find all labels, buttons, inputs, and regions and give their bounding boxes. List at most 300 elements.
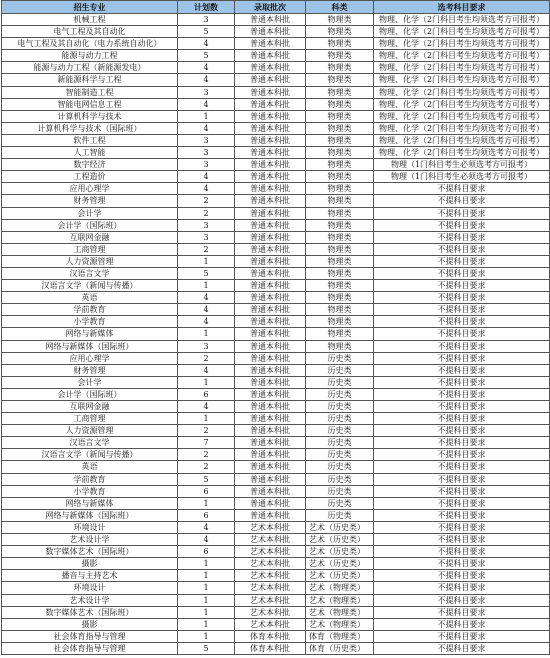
table-row <box>2 449 550 461</box>
cell-plan-count: 3 <box>178 231 235 243</box>
cell-category: 历史类 <box>306 485 374 497</box>
cell-plan-count: 2 <box>178 195 235 207</box>
cell-major: 英语 <box>2 292 178 304</box>
cell-category: 物理类 <box>306 74 374 86</box>
table-row <box>2 497 550 509</box>
cell-batch: 艺术本科批 <box>235 546 306 558</box>
cell-major: 网络与新媒体 <box>2 328 178 340</box>
cell-batch: 体育本科批 <box>235 642 306 654</box>
cell-plan-count: 4 <box>178 74 235 86</box>
table-row <box>2 485 550 497</box>
cell-category: 物理类 <box>306 86 374 98</box>
table-row <box>2 546 550 558</box>
cell-category: 物理类 <box>306 292 374 304</box>
cell-major: 软件工程 <box>2 134 178 146</box>
cell-major: 能源与动力工程（新能源发电） <box>2 62 178 74</box>
cell-subject-requirement: 不提科目要求 <box>374 376 550 388</box>
cell-subject-requirement: 不提科目要求 <box>374 570 550 582</box>
cell-major: 智能电网信息工程 <box>2 98 178 110</box>
cell-plan-count: 4 <box>178 122 235 134</box>
table-row <box>2 110 550 122</box>
table-row <box>2 425 550 437</box>
cell-major: 人力资源管理 <box>2 255 178 267</box>
cell-plan-count: 1 <box>178 110 235 122</box>
cell-plan-count: 3 <box>178 14 235 26</box>
table-row <box>2 304 550 316</box>
cell-major: 社会体育指导与管理 <box>2 630 178 642</box>
cell-batch: 普通本科批 <box>235 110 306 122</box>
cell-batch: 普通本科批 <box>235 316 306 328</box>
table-row <box>2 62 550 74</box>
cell-category: 物理类 <box>306 280 374 292</box>
cell-major: 新能源科学与工程 <box>2 74 178 86</box>
cell-batch: 普通本科批 <box>235 26 306 38</box>
cell-batch: 普通本科批 <box>235 231 306 243</box>
cell-subject-requirement: 不提科目要求 <box>374 219 550 231</box>
cell-category: 历史类 <box>306 413 374 425</box>
cell-batch: 普通本科批 <box>235 134 306 146</box>
cell-batch: 普通本科批 <box>235 14 306 26</box>
cell-category: 体育（历史类） <box>306 642 374 654</box>
cell-category: 艺术（物理类） <box>306 606 374 618</box>
table-row <box>2 461 550 473</box>
cell-plan-count: 4 <box>178 521 235 533</box>
cell-batch: 普通本科批 <box>235 195 306 207</box>
cell-subject-requirement: 不提科目要求 <box>374 328 550 340</box>
cell-major: 小学教育 <box>2 316 178 328</box>
cell-plan-count: 2 <box>178 243 235 255</box>
cell-category: 历史类 <box>306 376 374 388</box>
cell-major: 汉语言文学 <box>2 437 178 449</box>
cell-major: 环境设计 <box>2 521 178 533</box>
cell-subject-requirement: 物理、化学（2门科目考生均须选考方可报考） <box>374 62 550 74</box>
cell-batch: 艺术本科批 <box>235 570 306 582</box>
cell-batch: 普通本科批 <box>235 267 306 279</box>
cell-major: 财务管理 <box>2 364 178 376</box>
cell-batch: 普通本科批 <box>235 485 306 497</box>
header-subject-requirement: 选考科目要求 <box>374 1 550 14</box>
cell-category: 物理类 <box>306 98 374 110</box>
cell-subject-requirement: 不提科目要求 <box>374 352 550 364</box>
cell-category: 物理类 <box>306 171 374 183</box>
cell-plan-count: 4 <box>178 364 235 376</box>
cell-category: 历史类 <box>306 437 374 449</box>
table-row <box>2 534 550 546</box>
cell-subject-requirement: 不提科目要求 <box>374 473 550 485</box>
cell-batch: 普通本科批 <box>235 425 306 437</box>
cell-batch: 普通本科批 <box>235 159 306 171</box>
cell-plan-count: 3 <box>178 86 235 98</box>
cell-major: 人力资源管理 <box>2 425 178 437</box>
table-row <box>2 437 550 449</box>
cell-subject-requirement: 物理、化学（2门科目考生均须选考方可报考） <box>374 74 550 86</box>
cell-category: 历史类 <box>306 497 374 509</box>
cell-plan-count: 5 <box>178 473 235 485</box>
cell-subject-requirement: 不提科目要求 <box>374 207 550 219</box>
cell-plan-count: 3 <box>178 340 235 352</box>
cell-plan-count: 1 <box>178 413 235 425</box>
table-row <box>2 364 550 376</box>
cell-subject-requirement: 不提科目要求 <box>374 401 550 413</box>
cell-plan-count: 4 <box>178 98 235 110</box>
table-row <box>2 292 550 304</box>
table-row <box>2 171 550 183</box>
cell-major: 智能制造工程 <box>2 86 178 98</box>
cell-batch: 艺术本科批 <box>235 521 306 533</box>
admission-plan-table <box>1 0 550 655</box>
cell-plan-count: 1 <box>178 582 235 594</box>
cell-batch: 普通本科批 <box>235 207 306 219</box>
table-row <box>2 38 550 50</box>
cell-category: 物理类 <box>306 304 374 316</box>
cell-major: 汉语言文学 <box>2 267 178 279</box>
table-row <box>2 159 550 171</box>
cell-batch: 艺术本科批 <box>235 618 306 630</box>
cell-subject-requirement: 不提科目要求 <box>374 485 550 497</box>
cell-major: 工商管理 <box>2 243 178 255</box>
cell-major: 电气工程及其自动化（电力系统自动化） <box>2 38 178 50</box>
header-major: 招生专业 <box>2 1 178 14</box>
cell-subject-requirement: 不提科目要求 <box>374 642 550 654</box>
cell-major: 计算机科学与技术 <box>2 110 178 122</box>
cell-category: 历史类 <box>306 425 374 437</box>
cell-subject-requirement: 不提科目要求 <box>374 195 550 207</box>
cell-major: 环境设计 <box>2 582 178 594</box>
cell-category: 物理类 <box>306 14 374 26</box>
cell-subject-requirement: 物理、化学（2门科目考生均须选考方可报考） <box>374 98 550 110</box>
cell-major: 电气工程及其自动化 <box>2 26 178 38</box>
cell-major: 社会体育指导与管理 <box>2 642 178 654</box>
cell-subject-requirement: 不提科目要求 <box>374 280 550 292</box>
cell-batch: 普通本科批 <box>235 497 306 509</box>
cell-category: 历史类 <box>306 401 374 413</box>
cell-subject-requirement: 物理（1门科目考生必须选考方可报考） <box>374 171 550 183</box>
cell-category: 历史类 <box>306 473 374 485</box>
cell-plan-count: 2 <box>178 207 235 219</box>
cell-plan-count: 2 <box>178 461 235 473</box>
cell-plan-count: 4 <box>178 401 235 413</box>
cell-category: 艺术（历史类） <box>306 521 374 533</box>
cell-batch: 普通本科批 <box>235 437 306 449</box>
cell-plan-count: 3 <box>178 147 235 159</box>
cell-batch: 普通本科批 <box>235 401 306 413</box>
cell-subject-requirement: 不提科目要求 <box>374 267 550 279</box>
cell-major: 人工智能 <box>2 147 178 159</box>
cell-plan-count: 4 <box>178 316 235 328</box>
cell-subject-requirement: 不提科目要求 <box>374 304 550 316</box>
cell-plan-count: 5 <box>178 642 235 654</box>
cell-plan-count: 1 <box>178 570 235 582</box>
cell-batch: 普通本科批 <box>235 86 306 98</box>
cell-batch: 普通本科批 <box>235 376 306 388</box>
table-row <box>2 86 550 98</box>
table-row <box>2 521 550 533</box>
cell-major: 数字媒体艺术（国际班） <box>2 546 178 558</box>
table-row <box>2 618 550 630</box>
cell-subject-requirement: 不提科目要求 <box>374 255 550 267</box>
table-row <box>2 122 550 134</box>
table-row <box>2 74 550 86</box>
cell-category: 物理类 <box>306 243 374 255</box>
cell-category: 物理类 <box>306 267 374 279</box>
cell-batch: 普通本科批 <box>235 304 306 316</box>
cell-batch: 普通本科批 <box>235 255 306 267</box>
cell-plan-count: 1 <box>178 376 235 388</box>
cell-major: 工程造价 <box>2 171 178 183</box>
cell-category: 物理类 <box>306 207 374 219</box>
table-row <box>2 14 550 26</box>
table-row <box>2 558 550 570</box>
cell-category: 艺术（历史类） <box>306 570 374 582</box>
cell-plan-count: 4 <box>178 38 235 50</box>
cell-batch: 普通本科批 <box>235 292 306 304</box>
cell-category: 历史类 <box>306 509 374 521</box>
cell-major: 会计学 <box>2 376 178 388</box>
cell-category: 历史类 <box>306 364 374 376</box>
table-row <box>2 316 550 328</box>
header-plan-count: 计划数 <box>178 1 235 14</box>
cell-major: 网络与新媒体 <box>2 497 178 509</box>
cell-subject-requirement: 不提科目要求 <box>374 630 550 642</box>
cell-batch: 体育本科批 <box>235 630 306 642</box>
cell-plan-count: 6 <box>178 509 235 521</box>
cell-plan-count: 2 <box>178 352 235 364</box>
cell-subject-requirement: 不提科目要求 <box>374 183 550 195</box>
cell-subject-requirement: 不提科目要求 <box>374 618 550 630</box>
cell-major: 摄影 <box>2 618 178 630</box>
cell-subject-requirement: 不提科目要求 <box>374 521 550 533</box>
table-header-row <box>2 1 550 14</box>
table-row <box>2 582 550 594</box>
cell-subject-requirement: 不提科目要求 <box>374 388 550 400</box>
cell-major: 机械工程 <box>2 14 178 26</box>
cell-plan-count: 1 <box>178 328 235 340</box>
cell-major: 网络与新媒体（国际班） <box>2 509 178 521</box>
table-row <box>2 219 550 231</box>
cell-batch: 普通本科批 <box>235 183 306 195</box>
cell-plan-count: 3 <box>178 159 235 171</box>
cell-category: 体育（物理类） <box>306 630 374 642</box>
cell-major: 学前教育 <box>2 304 178 316</box>
table-row <box>2 134 550 146</box>
cell-category: 历史类 <box>306 461 374 473</box>
cell-plan-count: 4 <box>178 171 235 183</box>
cell-major: 艺术设计学 <box>2 594 178 606</box>
cell-batch: 普通本科批 <box>235 122 306 134</box>
cell-plan-count: 1 <box>178 594 235 606</box>
cell-batch: 普通本科批 <box>235 98 306 110</box>
cell-major: 网络与新媒体（国际班） <box>2 340 178 352</box>
cell-category: 物理类 <box>306 219 374 231</box>
cell-subject-requirement: 不提科目要求 <box>374 534 550 546</box>
cell-plan-count: 1 <box>178 606 235 618</box>
cell-subject-requirement: 不提科目要求 <box>374 292 550 304</box>
cell-plan-count: 5 <box>178 267 235 279</box>
table-row <box>2 98 550 110</box>
cell-batch: 艺术本科批 <box>235 582 306 594</box>
cell-subject-requirement: 不提科目要求 <box>374 449 550 461</box>
cell-plan-count: 5 <box>178 26 235 38</box>
cell-category: 物理类 <box>306 62 374 74</box>
cell-plan-count: 3 <box>178 134 235 146</box>
cell-batch: 普通本科批 <box>235 509 306 521</box>
cell-plan-count: 4 <box>178 304 235 316</box>
cell-category: 艺术（历史类） <box>306 558 374 570</box>
table-row <box>2 267 550 279</box>
cell-plan-count: 5 <box>178 50 235 62</box>
cell-subject-requirement: 不提科目要求 <box>374 546 550 558</box>
cell-subject-requirement: 物理、化学（2门科目考生均须选考方可报考） <box>374 147 550 159</box>
cell-subject-requirement: 物理、化学（2门科目考生均须选考方可报考） <box>374 26 550 38</box>
cell-category: 物理类 <box>306 147 374 159</box>
cell-category: 历史类 <box>306 388 374 400</box>
cell-plan-count: 1 <box>178 255 235 267</box>
cell-category: 物理类 <box>306 340 374 352</box>
cell-subject-requirement: 物理、化学（2门科目考生均须选考方可报考） <box>374 38 550 50</box>
table-row <box>2 509 550 521</box>
cell-major: 汉语言文学（新闻与传播） <box>2 280 178 292</box>
cell-batch: 普通本科批 <box>235 243 306 255</box>
table-row <box>2 328 550 340</box>
table-row <box>2 231 550 243</box>
table-row <box>2 352 550 364</box>
cell-plan-count: 2 <box>178 449 235 461</box>
cell-batch: 普通本科批 <box>235 219 306 231</box>
cell-major: 互联网金融 <box>2 401 178 413</box>
cell-batch: 普通本科批 <box>235 62 306 74</box>
cell-category: 历史类 <box>306 352 374 364</box>
cell-subject-requirement: 不提科目要求 <box>374 243 550 255</box>
cell-subject-requirement: 不提科目要求 <box>374 509 550 521</box>
cell-batch: 普通本科批 <box>235 280 306 292</box>
cell-category: 历史类 <box>306 449 374 461</box>
cell-major: 应用心理学 <box>2 352 178 364</box>
cell-batch: 普通本科批 <box>235 352 306 364</box>
cell-major: 数字媒体艺术（国际班） <box>2 606 178 618</box>
header-category: 科类 <box>306 1 374 14</box>
cell-category: 物理类 <box>306 183 374 195</box>
cell-major: 播音与主持艺术 <box>2 570 178 582</box>
cell-plan-count: 1 <box>178 630 235 642</box>
cell-category: 物理类 <box>306 255 374 267</box>
cell-category: 物理类 <box>306 26 374 38</box>
cell-batch: 艺术本科批 <box>235 606 306 618</box>
cell-batch: 普通本科批 <box>235 449 306 461</box>
cell-subject-requirement: 物理、化学（2门科目考生均须选考方可报考） <box>374 134 550 146</box>
cell-subject-requirement: 不提科目要求 <box>374 231 550 243</box>
cell-subject-requirement: 不提科目要求 <box>374 316 550 328</box>
cell-batch: 普通本科批 <box>235 328 306 340</box>
table-row <box>2 243 550 255</box>
table-row <box>2 147 550 159</box>
cell-batch: 普通本科批 <box>235 38 306 50</box>
table-row <box>2 340 550 352</box>
cell-batch: 普通本科批 <box>235 340 306 352</box>
cell-plan-count: 6 <box>178 485 235 497</box>
cell-category: 物理类 <box>306 316 374 328</box>
cell-batch: 普通本科批 <box>235 461 306 473</box>
table-body <box>2 14 550 655</box>
table-row <box>2 642 550 654</box>
cell-major: 英语 <box>2 461 178 473</box>
table-row <box>2 594 550 606</box>
cell-major: 学前教育 <box>2 473 178 485</box>
cell-category: 物理类 <box>306 328 374 340</box>
cell-category: 艺术（物理类） <box>306 618 374 630</box>
table-row <box>2 255 550 267</box>
table-row <box>2 376 550 388</box>
cell-subject-requirement: 物理、化学（2门科目考生均须选考方可报考） <box>374 14 550 26</box>
table-row <box>2 413 550 425</box>
cell-category: 物理类 <box>306 110 374 122</box>
cell-batch: 普通本科批 <box>235 50 306 62</box>
cell-plan-count: 1 <box>178 280 235 292</box>
cell-plan-count: 4 <box>178 62 235 74</box>
cell-category: 物理类 <box>306 50 374 62</box>
table-row <box>2 26 550 38</box>
table-row <box>2 473 550 485</box>
cell-category: 物理类 <box>306 134 374 146</box>
cell-batch: 普通本科批 <box>235 473 306 485</box>
cell-category: 艺术（历史类） <box>306 534 374 546</box>
cell-major: 互联网金融 <box>2 231 178 243</box>
cell-plan-count: 1 <box>178 618 235 630</box>
cell-batch: 普通本科批 <box>235 413 306 425</box>
table-row <box>2 570 550 582</box>
cell-plan-count: 2 <box>178 425 235 437</box>
cell-plan-count: 3 <box>178 219 235 231</box>
cell-subject-requirement: 不提科目要求 <box>374 558 550 570</box>
cell-category: 艺术（物理类） <box>306 582 374 594</box>
cell-subject-requirement: 不提科目要求 <box>374 594 550 606</box>
table-row <box>2 195 550 207</box>
cell-major: 摄影 <box>2 558 178 570</box>
cell-category: 物理类 <box>306 195 374 207</box>
cell-subject-requirement: 不提科目要求 <box>374 582 550 594</box>
cell-subject-requirement: 物理、化学（2门科目考生均须选考方可报考） <box>374 86 550 98</box>
cell-category: 物理类 <box>306 231 374 243</box>
cell-batch: 普通本科批 <box>235 388 306 400</box>
cell-category: 物理类 <box>306 159 374 171</box>
cell-major: 计算机科学与技术（国际班） <box>2 122 178 134</box>
cell-category: 物理类 <box>306 38 374 50</box>
cell-major: 小学教育 <box>2 485 178 497</box>
cell-batch: 普通本科批 <box>235 74 306 86</box>
cell-subject-requirement: 不提科目要求 <box>374 425 550 437</box>
cell-major: 工商管理 <box>2 413 178 425</box>
cell-plan-count: 4 <box>178 292 235 304</box>
cell-plan-count: 6 <box>178 546 235 558</box>
header-batch: 录取批次 <box>235 1 306 14</box>
cell-major: 财务管理 <box>2 195 178 207</box>
cell-subject-requirement: 物理、化学（2门科目考生均须选考方可报考） <box>374 50 550 62</box>
cell-major: 能源与动力工程 <box>2 50 178 62</box>
cell-subject-requirement: 不提科目要求 <box>374 413 550 425</box>
cell-major: 会计学 <box>2 207 178 219</box>
cell-major: 艺术设计学 <box>2 534 178 546</box>
cell-category: 艺术（历史类） <box>306 546 374 558</box>
cell-plan-count: 1 <box>178 558 235 570</box>
table-row <box>2 183 550 195</box>
cell-subject-requirement: 不提科目要求 <box>374 606 550 618</box>
cell-major: 会计学（国际班） <box>2 388 178 400</box>
cell-subject-requirement: 不提科目要求 <box>374 340 550 352</box>
cell-subject-requirement: 不提科目要求 <box>374 364 550 376</box>
cell-category: 物理类 <box>306 122 374 134</box>
cell-subject-requirement: 不提科目要求 <box>374 437 550 449</box>
cell-batch: 普通本科批 <box>235 364 306 376</box>
cell-batch: 艺术本科批 <box>235 534 306 546</box>
